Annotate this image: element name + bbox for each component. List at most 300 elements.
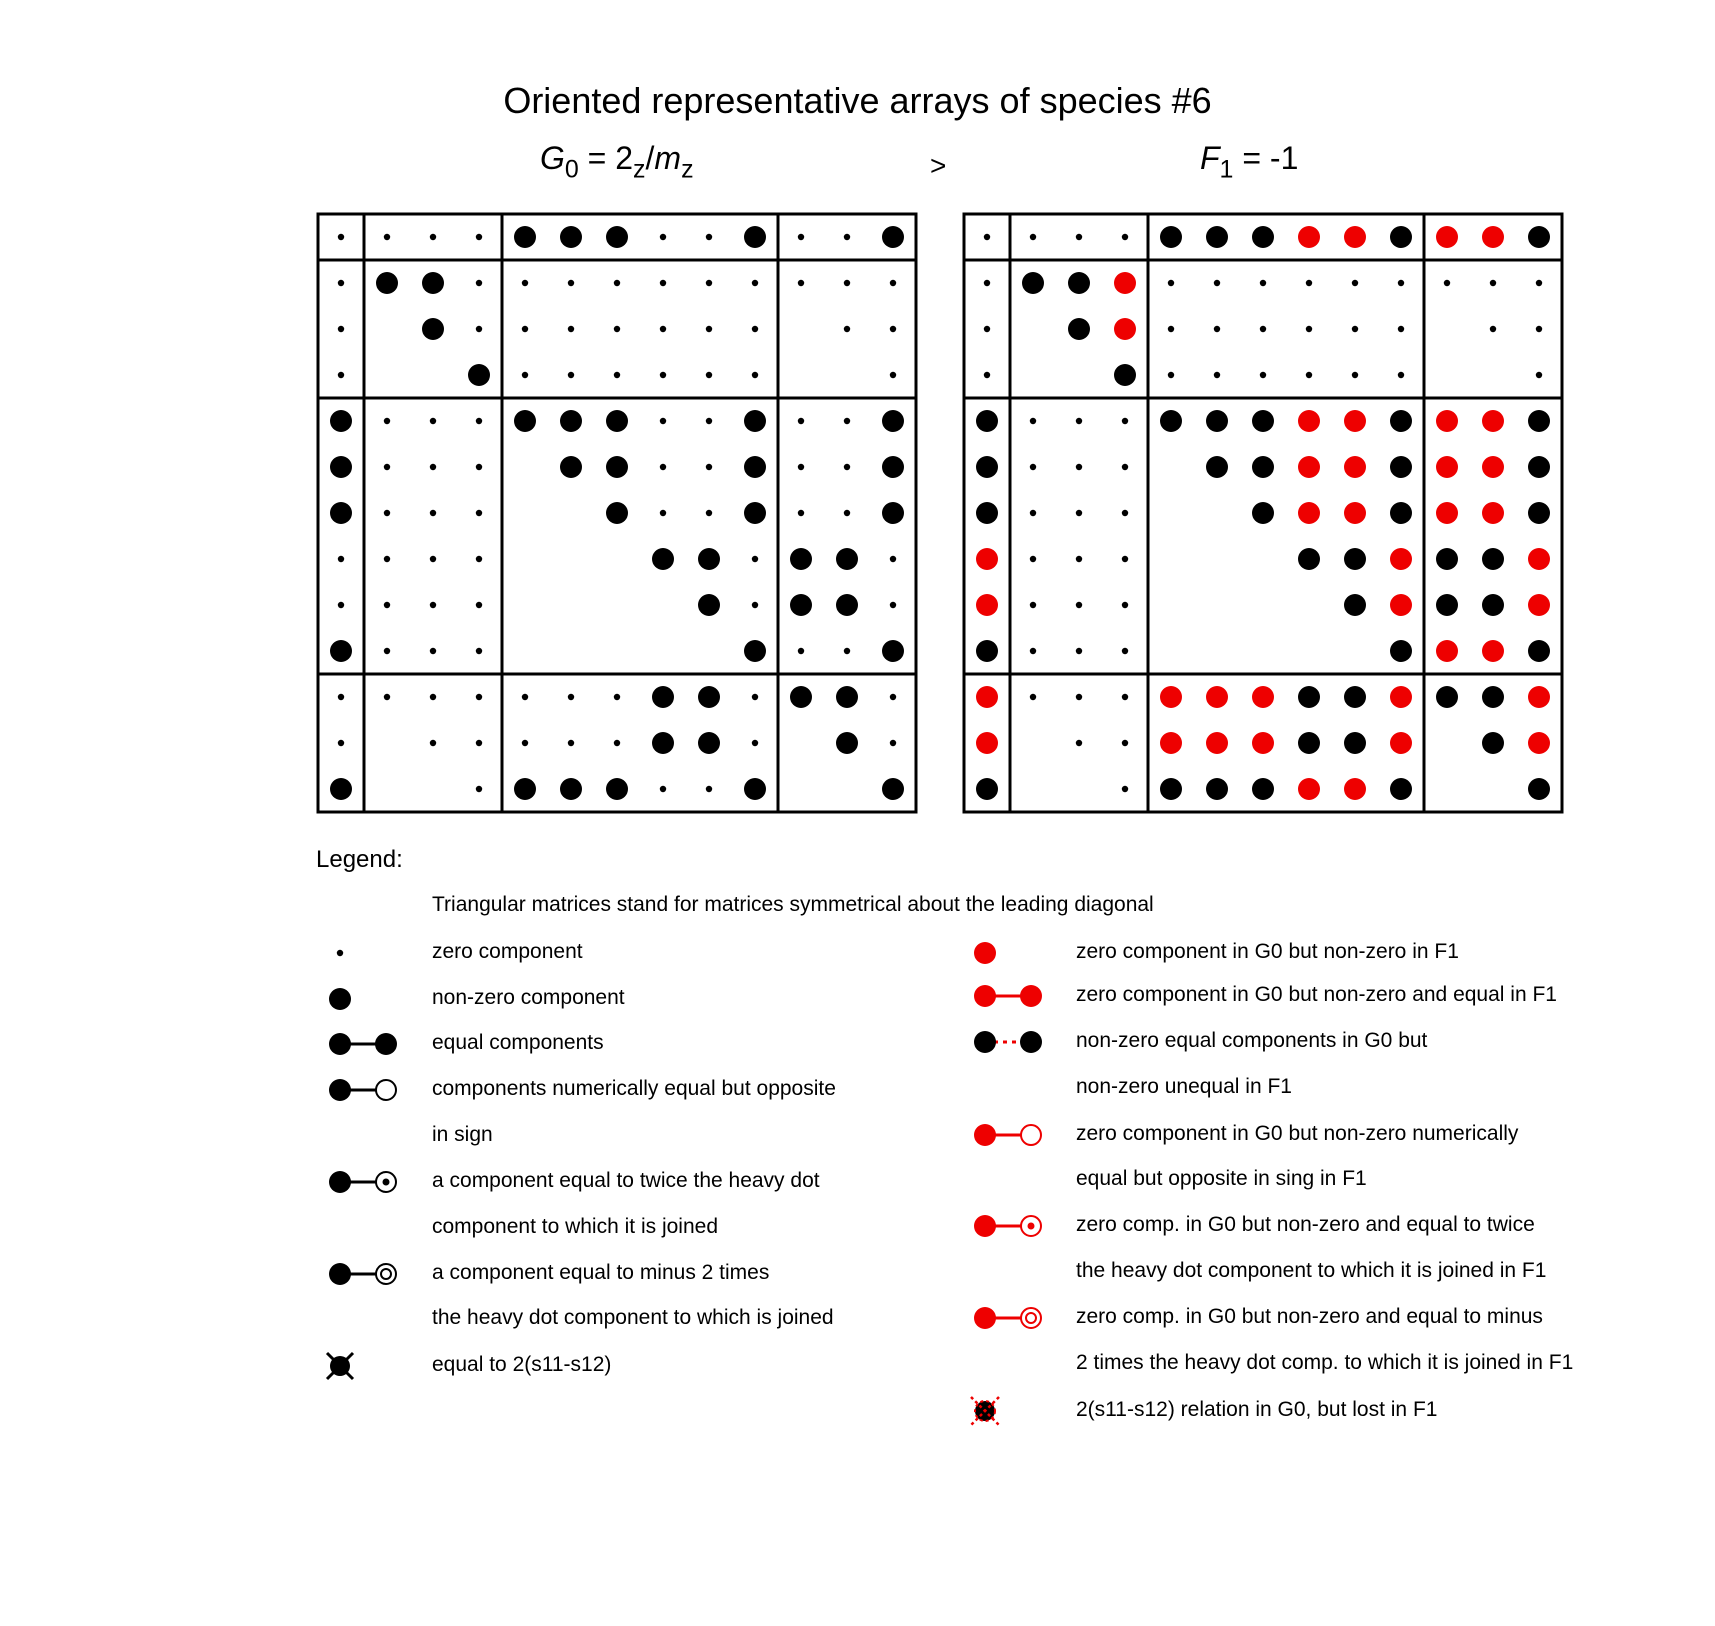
g0-matrix-zero-dot: [890, 556, 896, 562]
g0-matrix-zero-dot: [614, 326, 620, 332]
f1-matrix-nonzero-dot: [1206, 410, 1228, 432]
g0-matrix-zero-dot: [384, 694, 390, 700]
legend-red-opposite-pair-icon-dot-a: [974, 1124, 996, 1146]
g0-matrix-zero-dot: [752, 602, 758, 608]
f1-matrix-red-dot: [1436, 226, 1458, 248]
g0-matrix-zero-dot: [476, 602, 482, 608]
g0-matrix-zero-dot: [660, 418, 666, 424]
g0-matrix-nonzero-dot: [422, 318, 444, 340]
g0-matrix-zero-dot: [660, 786, 666, 792]
f1-matrix-zero-dot: [984, 372, 990, 378]
g0-matrix-zero-dot: [844, 234, 850, 240]
f1-matrix-red-dot: [1390, 686, 1412, 708]
legend-red-zero-nonzero: zero component in G0 but non-zero in F1: [1076, 940, 1459, 963]
g0-matrix-nonzero-dot: [652, 548, 674, 570]
g0-matrix-zero-dot: [384, 602, 390, 608]
f1-matrix-nonzero-dot: [1390, 778, 1412, 800]
f1-matrix-nonzero-dot: [1022, 272, 1044, 294]
f1-matrix-nonzero-dot: [1160, 226, 1182, 248]
g0-matrix-zero-dot: [430, 464, 436, 470]
f1-matrix-red-dot: [1298, 410, 1320, 432]
f1-matrix-zero-dot: [1122, 510, 1128, 516]
g0-matrix-nonzero-dot: [698, 732, 720, 754]
legend-equal-components: equal components: [432, 1031, 604, 1054]
g0-matrix-zero-dot: [752, 556, 758, 562]
g0-matrix-zero-dot: [890, 602, 896, 608]
g0-matrix-zero-dot: [338, 602, 344, 608]
g0-matrix-zero-dot: [890, 694, 896, 700]
f1-matrix-zero-dot: [1260, 326, 1266, 332]
legend-red-equal: zero component in G0 but non-zero and equal in F1: [1076, 983, 1557, 1006]
g0-matrix-zero-dot: [706, 510, 712, 516]
f1-matrix-red-dot: [1206, 732, 1228, 754]
f1-matrix-nonzero-dot: [1068, 272, 1090, 294]
legend-red-twice-pair-icon-ring-center: [1028, 1223, 1035, 1230]
f1-matrix-nonzero-dot: [1068, 318, 1090, 340]
f1-matrix-red-dot: [1298, 456, 1320, 478]
g0-matrix-zero-dot: [660, 510, 666, 516]
f1-matrix-nonzero-dot: [1528, 640, 1550, 662]
page-title: Oriented representative arrays of species #6: [503, 80, 1212, 121]
f1-matrix-zero-dot: [1352, 372, 1358, 378]
f1-matrix-red-dot: [1528, 686, 1550, 708]
g0-matrix-zero-dot: [476, 418, 482, 424]
g0-matrix-zero-dot: [752, 740, 758, 746]
g0-matrix-zero-dot: [384, 464, 390, 470]
f1-matrix-nonzero-dot: [1436, 548, 1458, 570]
f1-matrix-zero-dot: [1352, 326, 1358, 332]
g0-matrix-zero-dot: [338, 556, 344, 562]
f1-matrix-red-dot: [1160, 732, 1182, 754]
f1-matrix-red-dot: [1390, 732, 1412, 754]
legend-red-minus2-2: 2 times the heavy dot comp. to which it is joined in F1: [1076, 1351, 1574, 1374]
legend-red-twice: zero comp. in G0 but non-zero and equal to twice: [1076, 1213, 1535, 1236]
legend-2s11-s12: equal to 2(s11-s12): [432, 1353, 612, 1376]
f1-matrix-nonzero-dot: [1206, 226, 1228, 248]
f1-matrix-nonzero-dot: [1482, 732, 1504, 754]
f1-matrix-nonzero-dot: [1528, 226, 1550, 248]
f1-matrix-nonzero-dot: [1298, 686, 1320, 708]
f1-matrix-nonzero-dot: [1160, 778, 1182, 800]
legend-note: Triangular matrices stand for matrices symmetrical about the leading diagonal: [432, 893, 1154, 916]
z-subscript: z: [633, 155, 646, 184]
f1-matrix-red-dot: [1114, 272, 1136, 294]
g0-matrix-zero-dot: [706, 786, 712, 792]
f1-matrix-zero-dot: [1030, 602, 1036, 608]
g0-matrix-zero-dot: [476, 740, 482, 746]
f1-matrix-zero-dot: [1122, 234, 1128, 240]
g0-matrix-zero-dot: [522, 326, 528, 332]
legend-zero-dot-icon: [337, 950, 343, 956]
g0-matrix-zero-dot: [890, 280, 896, 286]
f1-matrix-nonzero-dot: [1252, 502, 1274, 524]
g0-matrix-nonzero-dot: [882, 410, 904, 432]
f1-matrix-zero-dot: [1030, 464, 1036, 470]
legend-nonzero-component: non-zero component: [432, 986, 625, 1009]
f1-matrix-nonzero-dot: [1482, 548, 1504, 570]
legend-equal-unequal: non-zero equal components in G0 but: [1076, 1029, 1428, 1052]
legend-red-equal-pair-icon-dot-b: [1020, 985, 1042, 1007]
f1-matrix-nonzero-dot: [1206, 456, 1228, 478]
slash: /: [645, 140, 655, 176]
f1-matrix-nonzero-dot: [1298, 732, 1320, 754]
g0-matrix-zero-dot: [614, 372, 620, 378]
g0-matrix-nonzero-dot: [882, 502, 904, 524]
f1-matrix-nonzero-dot: [1482, 686, 1504, 708]
g0-matrix-nonzero-dot: [330, 640, 352, 662]
equals-minus-1: = -1: [1233, 140, 1299, 176]
g0-matrix-zero-dot: [384, 418, 390, 424]
g0-matrix-nonzero-dot: [744, 456, 766, 478]
f1-matrix-zero-dot: [1398, 372, 1404, 378]
g0-matrix-zero-dot: [384, 510, 390, 516]
f1-matrix-red-dot: [1528, 548, 1550, 570]
legend-red-opposite-2: equal but opposite in sing in F1: [1076, 1167, 1367, 1190]
g0-matrix-nonzero-dot: [836, 686, 858, 708]
g0-matrix-zero-dot: [890, 372, 896, 378]
f1-matrix-zero-dot: [1490, 280, 1496, 286]
g0-matrix-zero-dot: [844, 280, 850, 286]
f1-matrix-red-dot: [1298, 502, 1320, 524]
f1-matrix-nonzero-dot: [1528, 778, 1550, 800]
g0-matrix-zero-dot: [844, 648, 850, 654]
f1-matrix-zero-dot: [1122, 786, 1128, 792]
g0-matrix-nonzero-dot: [606, 778, 628, 800]
g0-matrix-zero-dot: [430, 648, 436, 654]
legend-minus2: a component equal to minus 2 times: [432, 1261, 770, 1284]
g-subscript: 0: [564, 155, 579, 184]
g0-matrix-nonzero-dot: [836, 548, 858, 570]
g0-matrix-zero-dot: [798, 418, 804, 424]
g0-matrix-zero-dot: [476, 786, 482, 792]
g0-matrix-nonzero-dot: [836, 732, 858, 754]
f1-matrix-zero-dot: [1076, 602, 1082, 608]
g0-matrix-zero-dot: [890, 326, 896, 332]
g0-matrix-nonzero-dot: [698, 548, 720, 570]
legend-red-equal-pair-icon-dot-a: [974, 985, 996, 1007]
g0-matrix-zero-dot: [660, 326, 666, 332]
legend-red-twice-pair-icon-dot-a: [974, 1215, 996, 1237]
g0-matrix-zero-dot: [338, 280, 344, 286]
g0-matrix-zero-dot: [844, 464, 850, 470]
g0-matrix-nonzero-dot: [330, 456, 352, 478]
f1-matrix-nonzero-dot: [1528, 502, 1550, 524]
f1-matrix-zero-dot: [1214, 280, 1220, 286]
legend-equal-unequal-pair-icon-dot-b: [1020, 1031, 1042, 1053]
g0-matrix-zero-dot: [660, 372, 666, 378]
g0-matrix-nonzero-dot: [882, 456, 904, 478]
g0-matrix-zero-dot: [568, 326, 574, 332]
legend-minus2-pair-icon-dot-a: [329, 1263, 351, 1285]
g0-matrix-nonzero-dot: [744, 226, 766, 248]
g0-matrix-zero-dot: [614, 740, 620, 746]
legend-title: Legend:: [316, 846, 403, 873]
legend-minus2-2: the heavy dot component to which is joined: [432, 1306, 834, 1329]
f1-matrix-nonzero-dot: [1252, 410, 1274, 432]
f1-matrix-zero-dot: [1030, 694, 1036, 700]
f1-matrix-zero-dot: [1168, 372, 1174, 378]
g0-matrix-nonzero-dot: [514, 778, 536, 800]
f1-matrix-nonzero-dot: [1252, 456, 1274, 478]
legend-red-minus2: zero comp. in G0 but non-zero and equal to minus: [1076, 1305, 1543, 1328]
f1-matrix-red-dot: [1436, 502, 1458, 524]
f1-matrix-red-dot: [1344, 410, 1366, 432]
g0-matrix-zero-dot: [476, 326, 482, 332]
f1-matrix-red-dot: [1482, 226, 1504, 248]
f1-matrix-red-dot: [1390, 548, 1412, 570]
g0-matrix-zero-dot: [430, 418, 436, 424]
legend-red-minus2-pair-icon-ring: [1021, 1308, 1041, 1328]
f1-matrix-red-dot: [1436, 456, 1458, 478]
g0-matrix-nonzero-dot: [744, 502, 766, 524]
f1-matrix-zero-dot: [1030, 510, 1036, 516]
f1-matrix-zero-dot: [1030, 234, 1036, 240]
f1-matrix-zero-dot: [984, 280, 990, 286]
f1-matrix-nonzero-dot: [1344, 548, 1366, 570]
g0-matrix-zero-dot: [384, 234, 390, 240]
f1-matrix-nonzero-dot: [1206, 778, 1228, 800]
f1-matrix-nonzero-dot: [1528, 410, 1550, 432]
g0-matrix-nonzero-dot: [560, 456, 582, 478]
g0-matrix-zero-dot: [706, 464, 712, 470]
g0-matrix-nonzero-dot: [376, 272, 398, 294]
f1-matrix-zero-dot: [1076, 234, 1082, 240]
g0-matrix-zero-dot: [476, 464, 482, 470]
g0-matrix-zero-dot: [706, 418, 712, 424]
g0-matrix-nonzero-dot: [606, 410, 628, 432]
f1-matrix-red-dot: [1528, 732, 1550, 754]
g0-matrix-zero-dot: [384, 556, 390, 562]
legend-twice-pair-icon-ring-center: [383, 1179, 390, 1186]
f1-matrix-zero-dot: [1306, 372, 1312, 378]
f1-matrix-red-dot: [1344, 456, 1366, 478]
g0-matrix-nonzero-dot: [698, 594, 720, 616]
f1-matrix-red-dot: [1252, 732, 1274, 754]
g0-matrix-nonzero-dot: [744, 778, 766, 800]
f1-matrix-red-dot: [1436, 410, 1458, 432]
g0-matrix-nonzero-dot: [652, 686, 674, 708]
legend-equal-unequal-pair-icon-dot-a: [974, 1031, 996, 1053]
g0-matrix-zero-dot: [568, 280, 574, 286]
g0-matrix-zero-dot: [568, 740, 574, 746]
g0-matrix-nonzero-dot: [606, 226, 628, 248]
f1-matrix-zero-dot: [1490, 326, 1496, 332]
f1-matrix-zero-dot: [1352, 280, 1358, 286]
legend-red-dot-icon: [974, 942, 996, 964]
legend-red-minus2-pair-icon-dot-a: [974, 1307, 996, 1329]
g0-matrix-nonzero-dot: [330, 410, 352, 432]
g0-matrix-zero-dot: [844, 418, 850, 424]
g0-matrix-zero-dot: [798, 234, 804, 240]
g0-matrix-nonzero-dot: [882, 778, 904, 800]
legend-twice-pair-icon-dot-a: [329, 1171, 351, 1193]
g0-matrix-zero-dot: [338, 372, 344, 378]
m-symbol: m: [654, 140, 682, 176]
f1-matrix-red-dot: [1114, 318, 1136, 340]
f1-matrix-zero-dot: [1076, 648, 1082, 654]
f1-matrix-zero-dot: [1122, 602, 1128, 608]
f1-matrix-nonzero-dot: [1528, 456, 1550, 478]
legend-nonzero-dot-icon: [329, 988, 351, 1010]
g0-matrix-zero-dot: [430, 694, 436, 700]
f1-matrix-zero-dot: [1076, 418, 1082, 424]
legend-equal-unequal-2: non-zero unequal in F1: [1076, 1075, 1292, 1098]
g0-matrix-zero-dot: [706, 326, 712, 332]
g0-matrix-nonzero-dot: [560, 410, 582, 432]
g0-matrix-zero-dot: [844, 510, 850, 516]
f1-matrix-zero-dot: [1306, 280, 1312, 286]
legend-opposite-sign-2: in sign: [432, 1123, 493, 1146]
g0-matrix-nonzero-dot: [422, 272, 444, 294]
g0-matrix-nonzero-dot: [836, 594, 858, 616]
f1-matrix-red-dot: [1482, 456, 1504, 478]
g0-matrix-zero-dot: [430, 602, 436, 608]
f1-matrix-red-dot: [1482, 502, 1504, 524]
legend-equal-pair-icon-dot-b: [375, 1033, 397, 1055]
f1-matrix-red-dot: [976, 548, 998, 570]
f1-matrix-red-dot: [1160, 686, 1182, 708]
g0-matrix-nonzero-dot: [652, 732, 674, 754]
f1-matrix-zero-dot: [1122, 464, 1128, 470]
g0-matrix-zero-dot: [430, 556, 436, 562]
f1-matrix-red-dot: [1298, 778, 1320, 800]
g0-matrix-zero-dot: [798, 464, 804, 470]
f-symbol: F: [1200, 140, 1220, 176]
g0-matrix-nonzero-dot: [514, 410, 536, 432]
g0-matrix-zero-dot: [476, 648, 482, 654]
f1-matrix-zero-dot: [1122, 418, 1128, 424]
g0-matrix-zero-dot: [430, 740, 436, 746]
g0-matrix-nonzero-dot: [744, 410, 766, 432]
g0-matrix-zero-dot: [522, 280, 528, 286]
f1-matrix-zero-dot: [1122, 648, 1128, 654]
g0-matrix-nonzero-dot: [698, 686, 720, 708]
g0-matrix-zero-dot: [476, 234, 482, 240]
f1-matrix-nonzero-dot: [976, 640, 998, 662]
f1-matrix-zero-dot: [1030, 556, 1036, 562]
g0-matrix-zero-dot: [338, 740, 344, 746]
f1-matrix-zero-dot: [1398, 326, 1404, 332]
f1-matrix-red-dot: [1344, 778, 1366, 800]
g0-matrix-nonzero-dot: [744, 640, 766, 662]
g0-matrix-nonzero-dot: [514, 226, 536, 248]
f1-matrix-nonzero-dot: [976, 502, 998, 524]
g0-matrix-zero-dot: [614, 694, 620, 700]
f1-matrix-zero-dot: [1536, 280, 1542, 286]
f1-matrix-zero-dot: [1122, 694, 1128, 700]
g0-matrix-zero-dot: [430, 234, 436, 240]
g0-matrix-zero-dot: [890, 740, 896, 746]
g-symbol: G: [540, 140, 565, 176]
f1-matrix-nonzero-dot: [1390, 640, 1412, 662]
f-subscript: 1: [1219, 155, 1234, 184]
f1-matrix-zero-dot: [1536, 326, 1542, 332]
f1-matrix-nonzero-dot: [1252, 226, 1274, 248]
f1-matrix-red-dot: [1436, 640, 1458, 662]
f1-matrix-red-dot: [976, 594, 998, 616]
g0-matrix-nonzero-dot: [790, 594, 812, 616]
f1-matrix-red-dot: [1252, 686, 1274, 708]
g0-matrix-nonzero-dot: [790, 548, 812, 570]
f1-matrix-zero-dot: [1260, 280, 1266, 286]
f1-matrix-red-dot: [1528, 594, 1550, 616]
f1-matrix-nonzero-dot: [1114, 364, 1136, 386]
g0-matrix-zero-dot: [476, 280, 482, 286]
f1-matrix-zero-dot: [1398, 280, 1404, 286]
g0-matrix-zero-dot: [338, 326, 344, 332]
f1-matrix-red-dot: [976, 686, 998, 708]
g0-matrix-zero-dot: [338, 234, 344, 240]
legend-red-opposite-pair-icon-ring: [1021, 1125, 1041, 1145]
f1-matrix-red-dot: [1344, 502, 1366, 524]
g0-matrix-nonzero-dot: [790, 686, 812, 708]
g0-matrix-zero-dot: [798, 280, 804, 286]
f1-matrix-zero-dot: [1168, 280, 1174, 286]
g0-matrix-zero-dot: [568, 694, 574, 700]
f1-matrix-zero-dot: [1076, 510, 1082, 516]
g0-matrix-zero-dot: [752, 372, 758, 378]
g0-matrix-zero-dot: [660, 464, 666, 470]
f1-matrix-nonzero-dot: [1252, 778, 1274, 800]
f1-matrix-zero-dot: [1030, 648, 1036, 654]
f1-matrix-zero-dot: [1306, 326, 1312, 332]
legend-twice-2: component to which it is joined: [432, 1215, 718, 1238]
f1-matrix-nonzero-dot: [976, 778, 998, 800]
f1-matrix-zero-dot: [1260, 372, 1266, 378]
f1-matrix-zero-dot: [1214, 326, 1220, 332]
g0-matrix-nonzero-dot: [560, 226, 582, 248]
header-mid-greater: >: [930, 150, 947, 181]
legend-twice: a component equal to twice the heavy dot: [432, 1169, 820, 1192]
g0-matrix-zero-dot: [338, 694, 344, 700]
g0-matrix-zero-dot: [798, 648, 804, 654]
legend-zero-component: zero component: [432, 940, 583, 963]
g0-matrix-zero-dot: [660, 234, 666, 240]
g0-matrix-nonzero-dot: [330, 502, 352, 524]
g0-matrix-nonzero-dot: [606, 456, 628, 478]
f1-matrix-nonzero-dot: [1298, 548, 1320, 570]
g0-matrix-zero-dot: [522, 372, 528, 378]
f1-matrix-red-dot: [1482, 640, 1504, 662]
g0-matrix-nonzero-dot: [330, 778, 352, 800]
f1-matrix-red-dot: [1206, 686, 1228, 708]
f1-matrix-nonzero-dot: [1390, 456, 1412, 478]
f1-matrix-nonzero-dot: [1482, 594, 1504, 616]
g0-matrix-zero-dot: [384, 648, 390, 654]
f1-matrix-zero-dot: [984, 326, 990, 332]
z-subscript-2: z: [681, 155, 694, 184]
g0-matrix-nonzero-dot: [882, 226, 904, 248]
g0-matrix-zero-dot: [476, 556, 482, 562]
g0-matrix-zero-dot: [660, 280, 666, 286]
legend-opposite-sign: components numerically equal but opposite: [432, 1077, 836, 1100]
f1-matrix-nonzero-dot: [1344, 732, 1366, 754]
legend-red-opposite: zero component in G0 but non-zero numerically: [1076, 1122, 1519, 1145]
legend-opposite-pair-icon-ring: [376, 1080, 396, 1100]
g0-matrix-zero-dot: [706, 280, 712, 286]
legend-red-twice-2: the heavy dot component to which it is joined in F1: [1076, 1259, 1547, 1282]
legend-minus2-pair-icon-ring: [376, 1264, 396, 1284]
legend-relation-lost: 2(s11-s12) relation in G0, but lost in F1: [1076, 1398, 1438, 1421]
g0-matrix-nonzero-dot: [468, 364, 490, 386]
f1-matrix-nonzero-dot: [1436, 686, 1458, 708]
f1-matrix-zero-dot: [1168, 326, 1174, 332]
legend-equal-pair-icon-dot-a: [329, 1033, 351, 1055]
f1-matrix-zero-dot: [984, 234, 990, 240]
g0-matrix-zero-dot: [476, 694, 482, 700]
g0-matrix-zero-dot: [522, 694, 528, 700]
g0-matrix-zero-dot: [798, 510, 804, 516]
